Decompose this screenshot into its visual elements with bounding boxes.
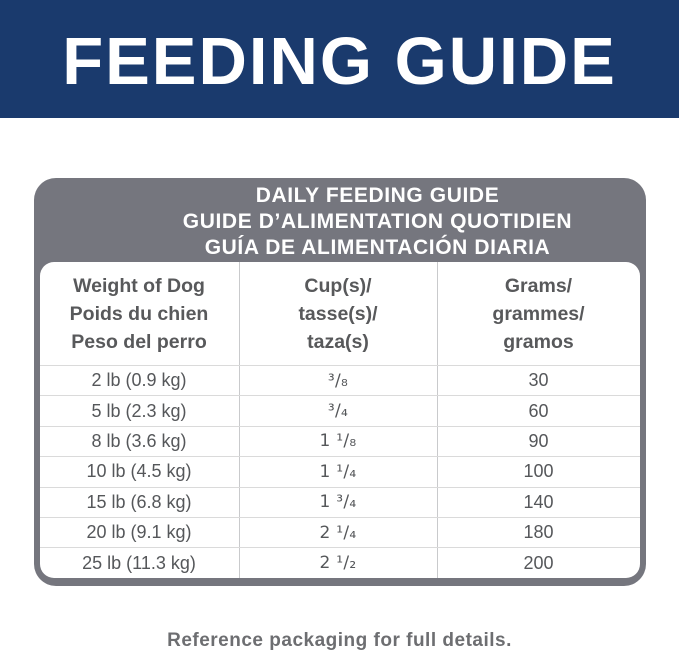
table-row: [40, 426, 640, 456]
grams-cell: 60: [528, 400, 549, 421]
grams-cell: 180: [523, 522, 554, 543]
feeding-guide-card: [34, 178, 646, 586]
banner-title: FEEDING GUIDE: [62, 23, 617, 99]
table-header-row: [40, 262, 640, 365]
grams-cell: 30: [528, 370, 549, 391]
footer-note: Reference packaging for full details.: [167, 629, 512, 651]
column-header-weight-line-fr: Poids du chien: [69, 302, 209, 325]
weight-cell: 15 lb (6.8 kg): [40, 488, 240, 517]
column-header-grams-line-en: Grams/: [504, 274, 573, 297]
grams-cell: 100: [523, 461, 554, 482]
cups-cell: ³/₈: [240, 366, 438, 395]
cups-cell: 1 ¹/₄: [240, 457, 438, 486]
column-header-cups-line-fr: tasse(s)/: [298, 302, 378, 325]
table-row: [40, 517, 640, 547]
card-header: [40, 178, 640, 262]
card-header-line-fr: GUIDE D’ALIMENTATION QUOTIDIEN: [182, 209, 573, 233]
column-header-cups: [240, 262, 438, 365]
table-row: [40, 365, 640, 395]
feeding-table: [40, 262, 640, 578]
cups-cell: 1 ³/₄: [240, 488, 438, 517]
table-row: [40, 487, 640, 517]
card-header-line-en: DAILY FEEDING GUIDE: [255, 183, 500, 207]
table-row: [40, 547, 640, 577]
weight-cell: 5 lb (2.3 kg): [40, 396, 240, 425]
column-header-cups-line-es: taza(s): [307, 330, 369, 353]
column-header-grams: [438, 262, 640, 365]
table-row: [40, 395, 640, 425]
grams-cell: 140: [523, 491, 554, 512]
feeding-guide-banner: [0, 0, 679, 118]
column-header-weight-line-en: Weight of Dog: [73, 274, 205, 297]
weight-cell: 20 lb (9.1 kg): [40, 518, 240, 547]
cups-cell: 2 ¹/₂: [240, 548, 438, 577]
column-header-weight: [40, 262, 240, 365]
grams-cell: 200: [523, 552, 554, 573]
card-header-line-es: GUÍA DE ALIMENTACIÓN DIARIA: [204, 235, 551, 259]
weight-cell: 8 lb (3.6 kg): [40, 427, 240, 456]
cups-cell: 2 ¹/₄: [240, 518, 438, 547]
weight-cell: 2 lb (0.9 kg): [40, 366, 240, 395]
weight-cell: 10 lb (4.5 kg): [40, 457, 240, 486]
column-header-grams-line-es: gramos: [503, 330, 574, 353]
cups-cell: 1 ¹/₈: [240, 427, 438, 456]
column-header-weight-line-es: Peso del perro: [71, 330, 207, 353]
column-header-grams-line-fr: grammes/: [492, 302, 585, 325]
table-row: [40, 456, 640, 486]
column-header-cups-line-en: Cup(s)/: [304, 274, 372, 297]
grams-cell: 90: [528, 430, 549, 451]
weight-cell: 25 lb (11.3 kg): [40, 548, 240, 577]
cups-cell: ³/₄: [240, 396, 438, 425]
